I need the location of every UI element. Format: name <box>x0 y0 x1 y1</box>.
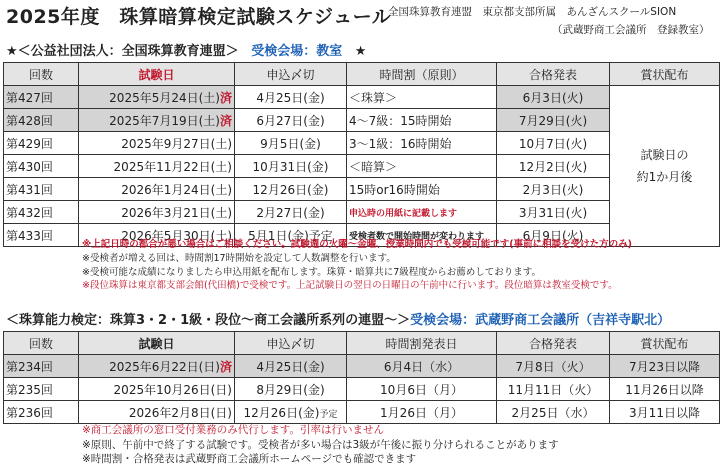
table-row <box>4 86 720 109</box>
exam-date: 2025年6月22日(日)済 <box>79 355 235 378</box>
schedule-line: 15時or16時開始 <box>347 178 497 201</box>
header-cell: 時間割（原則） <box>347 63 497 86</box>
section1-heading-star: ★ <box>354 44 367 59</box>
session-number: 第235回 <box>4 378 79 401</box>
exam-date: 2026年1月24日(土) <box>79 178 235 201</box>
deadline: 4月25日(金) <box>235 355 347 378</box>
section2-heading-text: ＜珠算能力検定：珠算3・2・1級・段位～商工会議所系列の連盟～＞ <box>6 313 411 328</box>
award-line: 試験日の <box>640 148 689 162</box>
header-cell: 回数 <box>4 63 79 86</box>
header-cell: 合格発表 <box>497 63 610 86</box>
timetable-date: 6月4日（水） <box>347 355 497 378</box>
done-mark: 済 <box>219 359 232 374</box>
note-line: ※商工会議所の窓口受付業務のみ代行します。引率は行いません <box>82 424 384 436</box>
header-cell: 時間割発表日 <box>347 332 497 355</box>
note-line: ※受検者が増える回は、時間割17時開始を設定して人数調整を行います。 <box>82 252 396 264</box>
deadline: 5月1日(金)予定 <box>235 224 347 247</box>
exam-date: 2026年5月30日(土) <box>79 224 235 247</box>
result-date: 6月9日(火) <box>497 224 610 247</box>
session-number: 第234回 <box>4 355 79 378</box>
done-mark: 済 <box>219 90 232 105</box>
note-line: ※上記日時の都合が悪い場合はご相談ください。試験週の火曜～金曜、授業時間内でも受検可能です(事前に相談を受けた方のみ) <box>82 239 632 250</box>
header-cell: 申込〆切 <box>235 63 347 86</box>
session-number: 第430回 <box>4 155 79 178</box>
deadline: 12月26日(金)予定 <box>235 401 347 424</box>
session-number: 第427回 <box>4 86 79 109</box>
section1-heading <box>6 40 366 59</box>
award-date: 7月23日以降 <box>610 355 720 378</box>
done-mark: 済 <box>219 113 232 128</box>
award-date: 3月11日以降 <box>610 401 720 424</box>
header-cell: 試験日 <box>79 332 235 355</box>
notes-section1 <box>82 238 632 293</box>
header-cell: 回数 <box>4 332 79 355</box>
exam-date: 2025年10月26日(日) <box>79 378 235 401</box>
organization-line: 全国珠算教育連盟 東京都支部所属 あんざんスクールSION <box>388 6 677 18</box>
section1-venue: 受検会場：教室 <box>251 44 343 59</box>
exam-date: 2025年7月19日(土)済 <box>79 109 235 132</box>
header-cell: 申込〆切 <box>235 332 347 355</box>
exam-date: 2025年5月24日(土)済 <box>79 86 235 109</box>
result-date: 2月3日(火) <box>497 178 610 201</box>
deadline: 12月26日(金) <box>235 178 347 201</box>
organization-subline: （武蔵野商工会議所 登録教室） <box>552 24 710 36</box>
award-distribution <box>610 86 720 247</box>
deadline: 4月25日(金) <box>235 86 347 109</box>
session-number: 第428回 <box>4 109 79 132</box>
section2-venue: 受検会場：武蔵野商工会議所（吉祥寺駅北） <box>410 313 671 328</box>
result-date: 10月7日(火) <box>497 132 610 155</box>
note-line: ※原則、午前中で終了する試験です。受検者が多い場合は3級が午後に振り分けられることがあります <box>82 438 559 451</box>
table-row <box>4 378 720 401</box>
page-title: 2025年度 珠算暗算検定試験スケジュール <box>6 6 392 28</box>
exam-date: 2025年9月27日(土) <box>79 132 235 155</box>
result-date: 6月3日(火) <box>497 86 610 109</box>
result-date: 11月11日（火） <box>497 378 610 401</box>
schedule-line: ＜珠算＞ <box>347 86 497 109</box>
table-header-row <box>4 332 720 355</box>
section2-heading <box>6 309 670 328</box>
schedule-line: 3～1級：16時開始 <box>347 132 497 155</box>
award-line: 約1か月後 <box>636 170 693 184</box>
schedule-line: 4～7級：15時開始 <box>347 109 497 132</box>
session-number: 第433回 <box>4 224 79 247</box>
table-row <box>4 401 720 424</box>
result-date: 7月8日（火） <box>497 355 610 378</box>
session-number: 第432回 <box>4 201 79 224</box>
notes-section2 <box>82 423 559 467</box>
result-date: 3月31日(火) <box>497 201 610 224</box>
note-line: ※時間割・合格発表は武蔵野商工会議所ホームページでも確認できます <box>82 453 417 466</box>
result-date: 7月29日(火) <box>497 109 610 132</box>
session-number: 第431回 <box>4 178 79 201</box>
schedule-note-red: 申込時の用紙に記載します <box>347 201 497 224</box>
deadline: 10月31日(金) <box>235 155 347 178</box>
deadline-note: 予定 <box>319 409 338 420</box>
award-date: 11月26日以降 <box>610 378 720 401</box>
table-row <box>4 355 720 378</box>
schedule-table-1 <box>3 62 720 247</box>
exam-date: 2026年2月8日(日) <box>79 401 235 424</box>
exam-date: 2025年11月22日(土) <box>79 155 235 178</box>
deadline: 9月5日(金) <box>235 132 347 155</box>
deadline: 8月29日(金) <box>235 378 347 401</box>
header-cell: 合格発表 <box>497 332 610 355</box>
note-line: ※受検可能な成績になりましたら申込用紙を配布します。珠算・暗算共に7級程度からお薦めしております。 <box>82 266 541 278</box>
result-date: 12月2日(火) <box>497 155 610 178</box>
timetable-date: 10月6日（月） <box>347 378 497 401</box>
deadline: 6月27日(金) <box>235 109 347 132</box>
header-cell: 試験日 <box>79 63 235 86</box>
result-date: 2月25日（水） <box>497 401 610 424</box>
exam-date: 2026年3月21日(土) <box>79 201 235 224</box>
header-cell: 賞状配布 <box>610 63 720 86</box>
session-number: 第429回 <box>4 132 79 155</box>
header-cell: 賞状配布 <box>610 332 720 355</box>
schedule-line: ＜暗算＞ <box>347 155 497 178</box>
deadline: 2月27日(金) <box>235 201 347 224</box>
session-number: 第236回 <box>4 401 79 424</box>
schedule-note: 受検者数で開始時間が変わります <box>347 224 497 247</box>
table-header-row <box>4 63 720 86</box>
note-line: ※段位珠算は東京都支部会館(代田橋)で受検です。上記試験日の翌日の日曜日の午前中に行います。段位暗算は教室受検です。 <box>82 280 618 292</box>
section1-heading-text: ★＜公益社団法人：全国珠算教育連盟＞ <box>6 44 239 59</box>
schedule-table-2 <box>3 331 720 424</box>
timetable-date: 1月26日（月） <box>347 401 497 424</box>
